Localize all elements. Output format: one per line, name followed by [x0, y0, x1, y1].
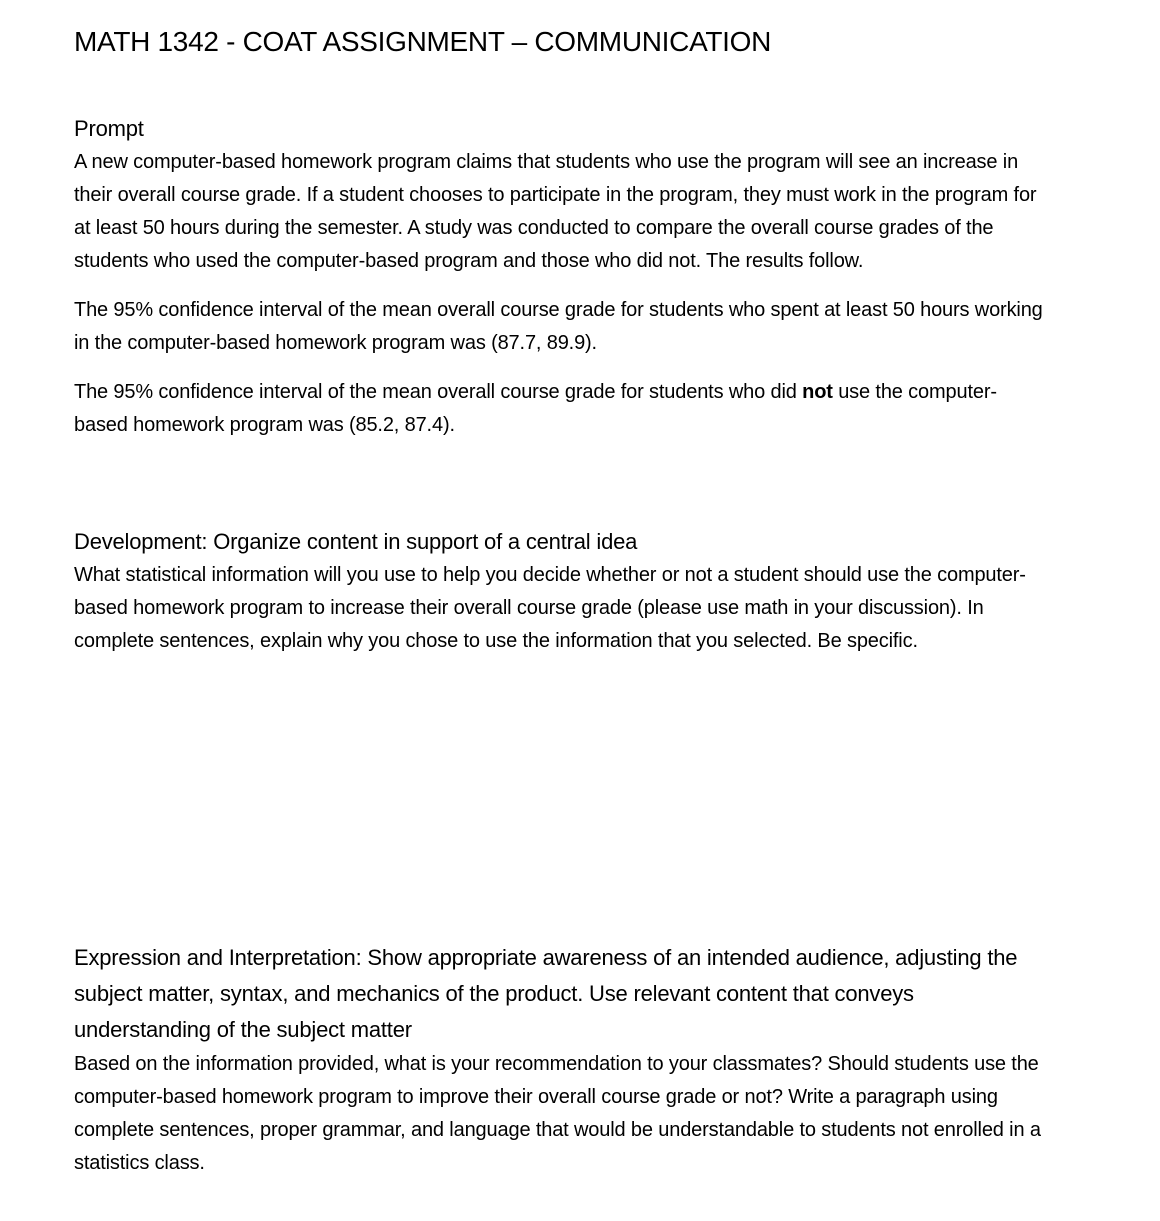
emphasis-not: not: [802, 381, 833, 403]
development-paragraph: What statistical information will you use to help you decide whether or not a student should use the computer-based homework program to increase their overall course grade (please use math in your discussion). In complete sentences, explain why you chose to use the information that you selected. Be specific.: [74, 564, 1026, 652]
prompt-paragraph-intro: A new computer-based homework program claims that students who use the program will see an increase in their overall course grade. If a student chooses to participate in the program, they must work in the program for at least 50 hours during the semester. A study was conducted to compare the overall course grades of the students who used the computer-based program and those who did not. The results follow.: [74, 151, 1037, 272]
ci-no-program-text-end: use the computer-based homework program was (85.2, 87.4).: [74, 381, 997, 436]
expression-heading: Expression and Interpretation: Show appropriate awareness of an intended audience, adjusting the subject matter, syntax, and mechanics of the product. Use relevant content that conveys understanding of the subject matter: [74, 945, 1018, 1042]
development-heading: Development: Organize content in support of a central idea: [74, 529, 638, 554]
expression-section: [74, 940, 1049, 1180]
prompt-heading: Prompt: [74, 116, 144, 141]
expression-paragraph: Based on the information provided, what is your recommendation to your classmates? Should students use the computer-based homework program to improve their overall course grade or not? Write a paragraph using complete sentences, proper grammar, and language that would be understandable to students not enrolled in a statistics class.: [74, 1053, 1041, 1174]
prompt-paragraph-ci-no-program: [74, 376, 1049, 442]
prompt-paragraph-ci-program: The 95% confidence interval of the mean overall course grade for students who spent at least 50 hours working in the computer-based homework program was (87.7, 89.9).: [74, 299, 1043, 354]
development-section: [74, 525, 1049, 658]
prompt-section: [74, 112, 1049, 442]
ci-no-program-text-start: The 95% confidence interval of the mean overall course grade for students who did: [74, 381, 803, 403]
document-title: MATH 1342 - COAT ASSIGNMENT – COMMUNICATION: [74, 26, 772, 57]
